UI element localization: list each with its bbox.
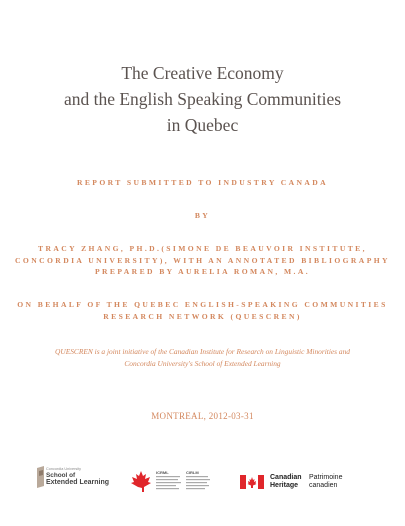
quescren-note: [0, 346, 405, 369]
behalf-block: [0, 299, 405, 322]
concordia-emblem-icon: [36, 466, 45, 488]
extended-learning-label: Extended Learning: [46, 479, 110, 486]
report-date: MONTREAL, 2012-03-31: [151, 411, 254, 421]
canadian-label: Canadian: [270, 474, 302, 481]
concordia-logo: [36, 466, 128, 496]
patrimoine-label: Patrimoine: [309, 474, 343, 481]
authors-block: [0, 243, 405, 278]
heritage-label: Heritage: [270, 482, 299, 489]
cirlm-fine-text-icon: [186, 476, 214, 494]
canadien-label: canadien: [309, 482, 338, 489]
note-line-1: QUESCREN is a joint initiative of the Canadian Institute for Research on Linguistic Minorities and: [55, 347, 350, 356]
authors-line-2: CONCORDIA UNIVERSITY), WITH AN ANNOTATED BIBLIOGRAPHY: [15, 255, 390, 265]
icrml-logo: [130, 466, 220, 496]
report-title: [0, 60, 405, 138]
authors-line-1: TRACY ZHANG, PH.D.(SIMONE DE BEAUVOIR INSTITUTE,: [38, 244, 367, 253]
icrml-label: ICRML: [156, 470, 169, 475]
behalf-line-1: ON BEHALF OF THE QUEBEC ENGLISH-SPEAKING COMMUNITIES: [17, 300, 388, 309]
icrml-fine-text-icon: [156, 476, 184, 494]
canada-flag-icon: [240, 475, 264, 489]
canadian-heritage-logo: [240, 466, 370, 496]
maple-leaf-icon: [130, 470, 152, 494]
authors-line-3: PREPARED BY AURELIA ROMAN, M.A.: [94, 267, 311, 276]
report-submitted-line: REPORT SUBMITTED TO INDUSTRY CANADA: [76, 178, 329, 187]
note-line-2: Concordia University's School of Extended Learning: [124, 358, 281, 368]
title-line-2: and the English Speaking Communities: [63, 89, 342, 109]
title-line-1: The Creative Economy: [121, 63, 284, 83]
title-line-3: in Quebec: [166, 115, 239, 135]
concordia-university-label: Concordia University: [46, 467, 82, 471]
by-line: BY: [194, 211, 211, 220]
behalf-line-2: RESEARCH NETWORK (QUESCREN): [103, 311, 302, 321]
cirlm-label: CIRLM: [186, 470, 199, 475]
school-of-label: School of: [46, 472, 76, 479]
